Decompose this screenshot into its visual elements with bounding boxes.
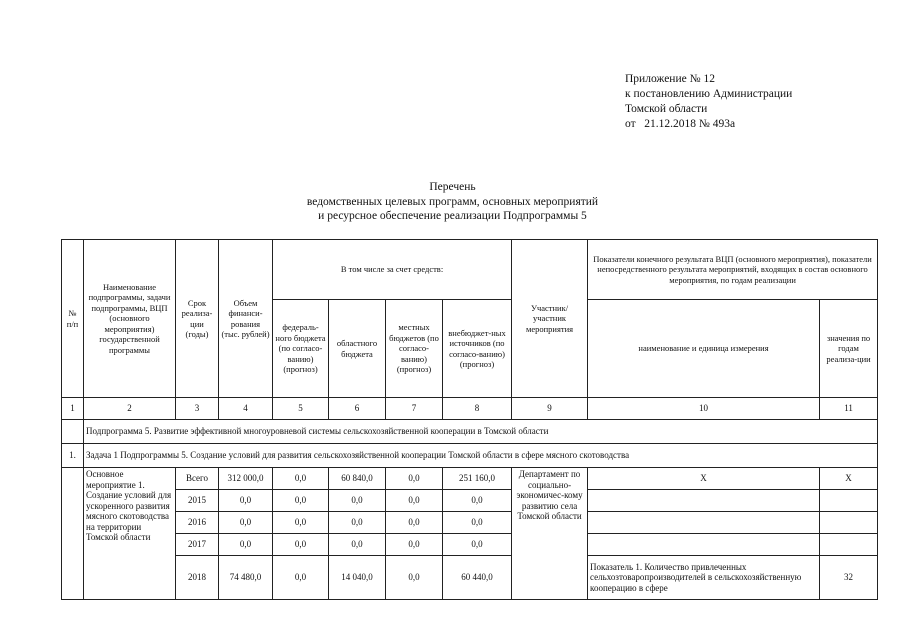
program-table — [61, 239, 878, 600]
header-indicator-name: наименование и единица измерения — [588, 300, 820, 398]
header-offbudget: внебюджет-ных источников (по согласо-ванию) (прогноз) — [443, 300, 512, 398]
row-volume: 312 000,0 — [219, 468, 273, 490]
document-title — [0, 180, 905, 224]
row-term: Всего — [176, 468, 219, 490]
row-regional: 14 040,0 — [329, 556, 386, 600]
row-offbudget: 60 440,0 — [443, 556, 512, 600]
subprogram-num-cell — [62, 420, 84, 444]
row-local: 0,0 — [386, 556, 443, 600]
row-local: 0,0 — [386, 512, 443, 534]
row-offbudget: 251 160,0 — [443, 468, 512, 490]
header-participant: Участник/ участник мероприятия — [512, 240, 588, 398]
row-indicator-name — [588, 512, 820, 534]
task-title: Задача 1 Подпрограммы 5. Создание условий для развития сельскохозяйственной кооперации Томской области в сфере мясного скотоводства — [84, 444, 878, 468]
row-federal: 0,0 — [273, 556, 329, 600]
row-local: 0,0 — [386, 490, 443, 512]
row-regional: 0,0 — [329, 534, 386, 556]
row-volume: 0,0 — [219, 534, 273, 556]
row-indicator-name: Показатель 1. Количество привлеченных сельхозтоваропроизводителей в сельскохозяйственную кооперацию в сфере — [588, 556, 820, 600]
appendix-line-4: от 21.12.2018 № 493а — [625, 118, 736, 130]
row-local: 0,0 — [386, 534, 443, 556]
row-regional: 0,0 — [329, 490, 386, 512]
activity-participant: Департамент по социально-экономичес-кому развитию села Томской области — [512, 468, 588, 600]
header-regional: областного бюджета — [329, 300, 386, 398]
row-federal: 0,0 — [273, 512, 329, 534]
column-number: 3 — [176, 398, 219, 420]
column-number: 8 — [443, 398, 512, 420]
appendix-line-2: к постановлению Администрации — [625, 88, 793, 100]
row-indicator-name — [588, 490, 820, 512]
row-regional: 60 840,0 — [329, 468, 386, 490]
title-line-2: ведомственных целевых программ, основных мероприятий — [306, 195, 599, 208]
row-offbudget: 0,0 — [443, 534, 512, 556]
row-offbudget: 0,0 — [443, 512, 512, 534]
header-num: № п/п — [62, 240, 84, 398]
row-term: 2017 — [176, 534, 219, 556]
row-indicator-name — [588, 534, 820, 556]
header-including: В том числе за счет средств: — [273, 240, 512, 300]
header-term: Срок реализа-ции (годы) — [176, 240, 219, 398]
row-local: 0,0 — [386, 468, 443, 490]
column-number: 6 — [329, 398, 386, 420]
row-federal: 0,0 — [273, 468, 329, 490]
row-offbudget: 0,0 — [443, 490, 512, 512]
header-indicator-value: значения по годам реализа-ции — [820, 300, 878, 398]
column-number: 5 — [273, 398, 329, 420]
row-volume: 74 480,0 — [219, 556, 273, 600]
row-indicator-value: 32 — [820, 556, 878, 600]
row-federal: 0,0 — [273, 490, 329, 512]
row-term: 2015 — [176, 490, 219, 512]
row-indicator-value — [820, 490, 878, 512]
column-number: 11 — [820, 398, 878, 420]
row-indicator-name: Х — [588, 468, 820, 490]
row-volume: 0,0 — [219, 512, 273, 534]
row-indicator-value — [820, 512, 878, 534]
column-number: 1 — [62, 398, 84, 420]
row-indicator-value — [820, 534, 878, 556]
appendix-line-1: Приложение № 12 — [625, 73, 715, 85]
row-term: 2016 — [176, 512, 219, 534]
row-regional: 0,0 — [329, 512, 386, 534]
appendix-block — [625, 72, 792, 132]
title-line-3: и ресурсное обеспечение реализации Подпрограммы 5 — [318, 210, 587, 222]
column-number: 4 — [219, 398, 273, 420]
activity-num-cell — [62, 468, 84, 600]
header-local: местных бюджетов (по согласо-ванию) (прогноз) — [386, 300, 443, 398]
header-indicators: Показатели конечного результата ВЦП (основного мероприятия), показатели непосредственного результата мероприятий, входящих в состав основного мероприятия, по годам реализации — [588, 240, 878, 300]
column-number: 9 — [512, 398, 588, 420]
appendix-line-3: Томской области — [625, 103, 708, 115]
row-indicator-value: Х — [820, 468, 878, 490]
header-name: Наименование подпрограммы, задачи подпрограммы, ВЦП (основного мероприятия) государственной программы — [84, 240, 176, 398]
row-volume: 0,0 — [219, 490, 273, 512]
task-num: 1. — [62, 444, 84, 468]
header-volume: Объем финанси-рования (тыс. рублей) — [219, 240, 273, 398]
row-federal: 0,0 — [273, 534, 329, 556]
subprogram-title: Подпрограмма 5. Развитие эффективной многоуровневой системы сельскохозяйственной кооперации в Томской области — [84, 420, 878, 444]
row-term: 2018 — [176, 556, 219, 600]
column-number: 2 — [84, 398, 176, 420]
header-federal: федераль-ного бюджета (по согласо-ванию) (прогноз) — [273, 300, 329, 398]
activity-name: Основное мероприятие 1. Создание условий для ускоренного развития мясного скотоводства на территории Томской области — [84, 468, 176, 600]
column-number: 10 — [588, 398, 820, 420]
column-number: 7 — [386, 398, 443, 420]
title-line-1: Перечень — [429, 181, 476, 193]
